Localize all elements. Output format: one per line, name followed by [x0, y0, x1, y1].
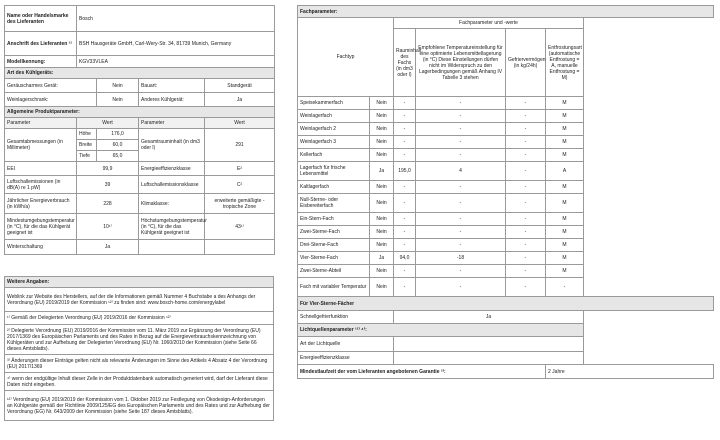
model-label: Modellkennung: [5, 56, 77, 68]
compartment-name: Lagerfach für frische Lebensmittel [298, 162, 370, 181]
warranty-label: Mindestlaufzeit der vom Lieferanten angebotenen Garantie ²⁾: [298, 365, 546, 379]
compartment-name: Zwei-Sterne-Fach [298, 226, 370, 239]
compartment-row [298, 97, 714, 110]
compartment-defrost: M [546, 226, 584, 239]
col-param-header: Parameter [5, 118, 77, 129]
compartment-volume: - [394, 110, 416, 123]
compartment-volume: - [394, 194, 416, 213]
compartment-section-title: Fachparameter: [298, 6, 714, 18]
compartment-present: Nein [370, 226, 394, 239]
compartment-volume: - [394, 213, 416, 226]
compartment-freeze: - [506, 213, 546, 226]
compartment-row [298, 252, 714, 265]
compartment-volume: 195,0 [394, 162, 416, 181]
dimensions-label: Gesamtabmessungen (in Millimeter) [5, 129, 77, 162]
compartment-volume: - [394, 136, 416, 149]
compartment-volume: - [394, 123, 416, 136]
compartment-volume: 94,0 [394, 252, 416, 265]
compartment-defrost: - [546, 278, 584, 297]
supplier-label: Name oder Handelsmarke des Lieferanten [5, 6, 77, 32]
compartment-temp: - [416, 149, 506, 162]
compartment-defrost: M [546, 194, 584, 213]
compartment-temp: - [416, 97, 506, 110]
compartment-name: Speisekammerfach [298, 97, 370, 110]
light-type-label: Art der Lichtquelle [298, 337, 394, 352]
compartment-temp: - [416, 213, 506, 226]
type-section-heading: Art des Kühlgeräts: [5, 68, 275, 79]
compartment-row [298, 110, 714, 123]
compartment-freeze: - [506, 226, 546, 239]
compartment-temp: - [416, 194, 506, 213]
quick-freeze-label: Schnellgefrierfunktion [298, 311, 394, 324]
compartment-name: Vier-Sterne-Fach [298, 252, 370, 265]
param-row: Jährlicher Energieverbrauch (in kWh/a) 228 Klimaklasse: erweiterte gemäßigte - tropische Zone [5, 194, 275, 214]
compartment-temp: - [416, 123, 506, 136]
address-value: BSH Hausgeräte GmbH, Carl-Wery-Str. 34, 81739 Munich, Germany [77, 32, 275, 56]
compartment-present: Nein [370, 265, 394, 278]
compartment-defrost: M [546, 97, 584, 110]
compartment-defrost: M [546, 213, 584, 226]
compartment-defrost: M [546, 252, 584, 265]
dimension-row: Gesamtabmessungen (in Millimeter) Höhe 176,0 Gesamtrauminhalt (in dm3 oder l) 291 [5, 129, 275, 140]
info-paragraph: ¹⁾ Gemäß der Delegierten Verordnung (EU) 2019/2016 der Kommission ¹²⁾ [5, 312, 274, 325]
compartment-present: Nein [370, 278, 394, 297]
compartment-temp: - [416, 239, 506, 252]
type-row: Weinlagerschrank: Nein Anderes Kühlgerät: Ja [5, 93, 275, 107]
compartment-defrost: M [546, 136, 584, 149]
param-row: Mindestumgebungstemperatur (in °C), für die das Kühlgerät geeignet ist 10¹⁾ Höchstumgebungstemperatur (in °C), für die das Kühlgerät geeignet ist 43¹⁾ [5, 214, 275, 240]
quick-freeze-value: Ja [394, 311, 584, 324]
param-row: Luftschallemissionen (in dB(A) re 1 pW) 39 Luftschallemissionsklasse C² [5, 176, 275, 194]
compartment-freeze: - [506, 278, 546, 297]
col-freeze: Gefriervermögen (in kg/24h) [506, 29, 546, 97]
product-info-table [4, 5, 275, 255]
compartment-name: Kellerfach [298, 149, 370, 162]
compartment-freeze: - [506, 149, 546, 162]
compartment-freeze: - [506, 162, 546, 181]
light-class-label: Energieeffizienzklasse [298, 352, 394, 365]
compartment-row [298, 213, 714, 226]
compartment-name: Drei-Sterne-Fach [298, 239, 370, 252]
compartment-volume: - [394, 181, 416, 194]
compartment-row [298, 149, 714, 162]
dimension-row: Breite 60,0 [5, 140, 275, 151]
compartment-row [298, 226, 714, 239]
compartment-row [298, 239, 714, 252]
compartment-present: Nein [370, 194, 394, 213]
compartment-freeze: - [506, 123, 546, 136]
warranty-value: 2 Jahre [546, 365, 714, 379]
compartment-name: Fach mit variabler Temperatur [298, 278, 370, 297]
volume-label: Gesamtrauminhalt (in dm3 oder l) [139, 129, 205, 162]
col-param-header: Parameter [139, 118, 205, 129]
compartment-freeze: - [506, 239, 546, 252]
info-paragraph: ³⁾ Änderungen dieser Einträge gelten nicht als relevante Änderungen im Sinne des Artikels 4 Absatz 4 der Verordnung (EU) 2017/1369 [5, 355, 274, 373]
compartment-volume: - [394, 226, 416, 239]
compartment-defrost: M [546, 110, 584, 123]
compartment-freeze: - [506, 181, 546, 194]
light-section: Lichtquellenparameter ¹²⁾ ⁴⁾: [298, 324, 584, 337]
four-star-section: Für Vier-Sterne-Fächer [298, 297, 714, 311]
compartment-temp: -18 [416, 252, 506, 265]
compartment-freeze: - [506, 252, 546, 265]
compartment-row [298, 136, 714, 149]
compartment-name: Zwei-Sterne-Abteil [298, 265, 370, 278]
compartment-temp: - [416, 278, 506, 297]
compartment-row [298, 265, 714, 278]
col-volume: Rauminhalt des Fachs (in dm3 oder l) [394, 29, 416, 97]
col-defrost: Entfrostungsart (automatische Entfrostung = A, manuelle Entfrostung = M) [546, 29, 584, 97]
compartment-freeze: - [506, 265, 546, 278]
compartment-present: Nein [370, 123, 394, 136]
supplier-value: Bosch [77, 6, 275, 32]
compartment-temp: - [416, 265, 506, 278]
compartment-name: Null-Sterne- oder Eisbereiterfach [298, 194, 370, 213]
address-label: Anschrift des Lieferanten ¹² [5, 32, 77, 56]
col-fachtyp: Fachtyp [298, 18, 394, 97]
compartment-row [298, 194, 714, 213]
compartment-name: Ein-Stern-Fach [298, 213, 370, 226]
compartment-volume: - [394, 149, 416, 162]
compartment-volume: - [394, 97, 416, 110]
model-value: KGV33VLEA [77, 56, 275, 68]
compartment-present: Nein [370, 181, 394, 194]
info-title: Weitere Angaben: [5, 277, 274, 288]
info-paragraph: ²⁾ Delegierte Verordnung (EU) 2019/2016 der Kommission vom 11. März 2019 zur Ergänzung der Verordnung (EU) 2017/1369 des Europäischen Parlaments und des Rates in Bezug auf die Energieverbrauchskennzeichnung von Kühlgeräten und zur Aufhebung der Delegierten Verordnung (EU) Nr. 1060/2010 der Kommission (siehe Seite 66 dieses Amtsblatts). [5, 325, 274, 355]
col-value-header: Wert [205, 118, 275, 129]
compartment-present: Nein [370, 213, 394, 226]
param-row: EEI 99,9 Energieeffizienzklasse E² [5, 162, 275, 176]
dimension-row: Tiefe 65,0 [5, 151, 275, 162]
compartment-volume: - [394, 278, 416, 297]
info-paragraph: ⁴⁾ wenn der endgültige Inhalt dieser Zelle in der Produktdatenbank automatisch generiert wird, darf der Lieferant diese Daten nicht eingeben. [5, 373, 274, 391]
compartment-row [298, 162, 714, 181]
compartment-defrost: M [546, 239, 584, 252]
further-info-table [4, 276, 274, 421]
compartment-temp: 4 [416, 162, 506, 181]
col-value-header: Wert [77, 118, 139, 129]
compartment-freeze: - [506, 136, 546, 149]
compartment-temp: - [416, 226, 506, 239]
compartment-defrost: M [546, 149, 584, 162]
compartment-name: Weinlagerfach 2 [298, 123, 370, 136]
compartment-row [298, 278, 714, 297]
compartment-volume: - [394, 265, 416, 278]
info-paragraph: ¹²⁾ Verordnung (EU) 2019/2019 der Kommission vom 1. Oktober 2019 zur Festlegung von Ökodesign-Anforderungen an Kühlgeräte gemäß der Richtlinie 2009/125/EG des Europäischen Parlaments und des Rates und zur Aufhebung der Verordnung (EG) Nr. 643/2009 der Kommission (siehe Seite 187 dieses Amtsblatts). [5, 391, 274, 421]
type-row: Geräuscharmes Gerät: Nein Bauart: Standgerät [5, 79, 275, 93]
compartment-freeze: - [506, 97, 546, 110]
compartment-row [298, 123, 714, 136]
compartment-table [297, 5, 714, 379]
volume-value: 291 [205, 129, 275, 162]
compartment-present: Nein [370, 149, 394, 162]
general-section-heading: Allgemeine Produktparameter: [5, 107, 275, 118]
info-paragraph: Weblink zur Website des Herstellers, auf der die Informationen gemäß Nummer 4 Buchstabe a des Anhangs der Verordnung (EU) 2019/2019 der Kommission ¹²⁾ zu finden sind: www.bosch-home.com/energylabel [5, 288, 274, 312]
compartment-name: Weinlagerfach 3 [298, 136, 370, 149]
compartment-freeze: - [506, 110, 546, 123]
compartment-defrost: A [546, 162, 584, 181]
compartment-present: Nein [370, 97, 394, 110]
compartment-present: Ja [370, 252, 394, 265]
compartment-temp: - [416, 110, 506, 123]
compartment-present: Nein [370, 239, 394, 252]
compartment-defrost: M [546, 265, 584, 278]
compartment-name: Weinlagerfach [298, 110, 370, 123]
compartment-present: Nein [370, 110, 394, 123]
compartment-freeze: - [506, 194, 546, 213]
param-row: Winterschaltung Ja [5, 240, 275, 255]
compartment-temp: - [416, 181, 506, 194]
group-header: Fachparameter und -werte [394, 18, 584, 29]
compartment-volume: - [394, 239, 416, 252]
compartment-defrost: M [546, 123, 584, 136]
compartment-defrost: M [546, 181, 584, 194]
compartment-name: Kaltlagerfach [298, 181, 370, 194]
compartment-present: Nein [370, 136, 394, 149]
compartment-row [298, 181, 714, 194]
col-temp: Empfohlene Temperatureinstellung für eine optimierte Lebensmittellagerung (in °C) Diese Einstellungen dürfen nicht im Widerspruch zu den Lagerbedingungen gemäß Anhang IV Tabelle 3 stehen [416, 29, 506, 97]
compartment-temp: - [416, 136, 506, 149]
compartment-present: Ja [370, 162, 394, 181]
